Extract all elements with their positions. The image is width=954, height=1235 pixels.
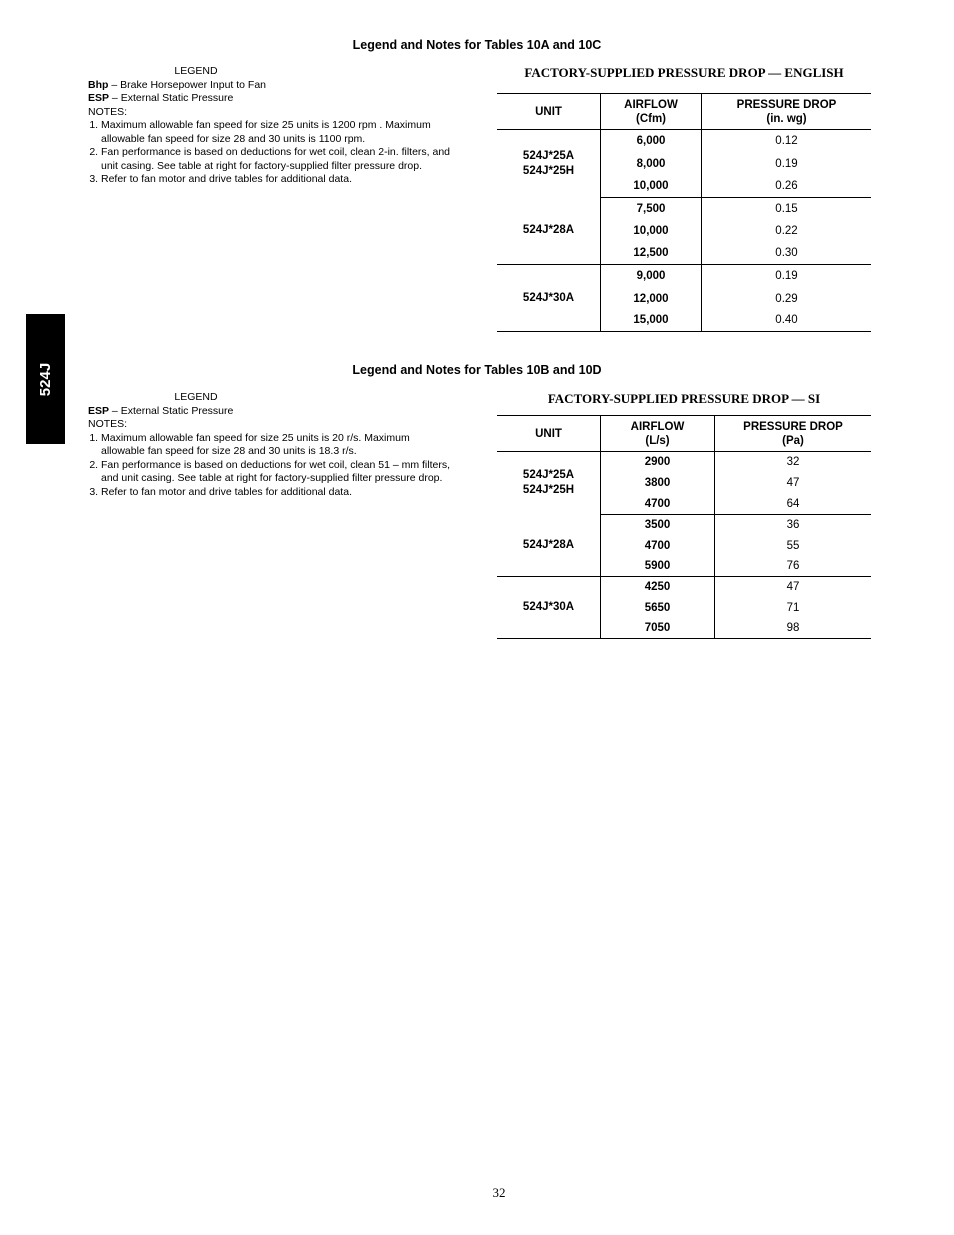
abbreviation-row <box>88 79 453 93</box>
airflow-cell: 2900 <box>601 452 715 473</box>
note-item: 1. Maximum allowable fan speed for size 25 units is 20 r/s. Maximum allowable fan speed for size 28 and 30 units is 18.3 r/s. <box>101 432 453 459</box>
airflow-cell: 8,000 <box>601 153 702 175</box>
airflow-cell: 3500 <box>601 515 715 536</box>
pressure-drop-cell: 0.19 <box>702 265 872 288</box>
section2-title: Legend and Notes for Tables 10B and 10D <box>352 363 602 377</box>
pressure-drop-cell: 76 <box>715 556 872 577</box>
airflow-cell: 7050 <box>601 619 715 639</box>
abbreviation-row <box>88 405 453 419</box>
abbreviation-sep: – <box>109 92 121 104</box>
airflow-cell: 4700 <box>601 494 715 515</box>
note-item: 3. Refer to fan motor and drive tables for additional data. <box>101 486 453 500</box>
notes-list <box>88 119 453 187</box>
airflow-cell: 10,000 <box>601 175 702 198</box>
pressure-drop-cell: 71 <box>715 598 872 619</box>
abbreviation-sep: – <box>108 78 121 91</box>
airflow-cell: 15,000 <box>601 310 702 332</box>
airflow-cell: 12,500 <box>601 243 702 265</box>
abbreviation-meaning: External Static Pressure <box>120 92 234 104</box>
airflow-cell: 10,000 <box>601 220 702 243</box>
abbreviation: ESP <box>88 92 110 104</box>
pressure-drop-cell: 0.29 <box>702 288 872 310</box>
english-pressure-drop-table <box>497 93 871 332</box>
pressure-drop-cell: 98 <box>715 619 872 639</box>
pressure-drop-cell: 0.12 <box>702 130 872 153</box>
table-row <box>497 198 871 220</box>
pressure-drop-cell: 36 <box>715 515 872 536</box>
notes-heading: NOTES: <box>88 105 128 118</box>
unit-cell: 524J*25A 524J*25H <box>522 149 575 177</box>
abbreviation-row <box>88 92 453 106</box>
pressure-drop-cell: 0.40 <box>702 310 872 332</box>
col-header-unit: UNIT <box>497 94 601 130</box>
table-row <box>497 130 871 153</box>
col-header-airflow: AIRFLOW (L/s) <box>601 416 715 452</box>
side-tab-label: 524J <box>37 362 54 396</box>
notes-list <box>88 432 453 500</box>
pressure-drop-cell: 0.22 <box>702 220 872 243</box>
pressure-drop-cell: 0.30 <box>702 243 872 265</box>
si-pressure-drop-table <box>497 415 871 639</box>
abbreviation: Bhp <box>88 78 109 91</box>
abbreviation-sep: – <box>109 404 121 417</box>
airflow-cell: 9,000 <box>601 265 702 288</box>
pressure-drop-cell: 32 <box>715 452 872 473</box>
note-item: 3. Refer to fan motor and drive tables for additional data. <box>101 173 453 187</box>
table-row <box>497 515 871 536</box>
unit-cell: 524J*28A <box>497 515 601 577</box>
unit-cell: 524J*25A 524J*25H <box>522 469 575 497</box>
note-item: 2. Fan performance is based on deductions for wet coil, clean 2-in. filters, and unit casing. See table at right for factory-supplied filter pressure drop. <box>101 146 453 173</box>
pressure-drop-cell: 47 <box>715 473 872 494</box>
notes-heading: NOTES: <box>88 418 128 430</box>
si-table-title: FACTORY-SUPPLIED PRESSURE DROP — SI <box>547 391 821 406</box>
col-header-unit: UNIT <box>497 416 601 452</box>
pressure-drop-cell: 0.19 <box>702 153 872 175</box>
airflow-cell: 7,500 <box>601 198 702 220</box>
abbreviation-meaning: External Static Pressure <box>120 404 234 417</box>
abbreviation-meaning: Brake Horsepower Input to Fan <box>120 78 267 91</box>
table-row <box>497 265 871 288</box>
unit-cell: 524J*30A <box>497 577 601 639</box>
abbreviation: ESP <box>88 404 110 417</box>
note-item: 1. Maximum allowable fan speed for size 25 units is 1200 rpm . Maximum allowable fan speed for size 28 and 30 units is 1100 rpm. <box>101 119 453 146</box>
pressure-drop-cell: 0.26 <box>702 175 872 198</box>
pressure-drop-cell: 47 <box>715 577 872 598</box>
table-row <box>497 452 871 473</box>
table-row <box>497 577 871 598</box>
section1-legend <box>88 65 453 187</box>
note-item: 2. Fan performance is based on deductions for wet coil, clean 51 – mm filters, and unit casing. See table at right for factory-supplied filter pressure drop. <box>101 459 453 486</box>
legend-heading: LEGEND <box>174 65 218 77</box>
airflow-cell: 12,000 <box>601 288 702 310</box>
unit-cell: 524J*28A <box>497 198 601 265</box>
airflow-cell: 5650 <box>601 598 715 619</box>
unit-cell: 524J*30A <box>497 265 601 332</box>
col-header-pressure-drop: PRESSURE DROP (Pa) <box>715 416 872 452</box>
side-tab <box>26 314 65 444</box>
pressure-drop-cell: 64 <box>715 494 872 515</box>
airflow-cell: 4250 <box>601 577 715 598</box>
airflow-cell: 3800 <box>601 473 715 494</box>
pressure-drop-cell: 0.15 <box>702 198 872 220</box>
col-header-airflow: AIRFLOW (Cfm) <box>601 94 702 130</box>
legend-heading: LEGEND <box>174 391 218 403</box>
airflow-cell: 4700 <box>601 536 715 556</box>
page-number: 32 <box>492 1185 506 1200</box>
airflow-cell: 5900 <box>601 556 715 577</box>
section1-title: Legend and Notes for Tables 10A and 10C <box>352 38 602 52</box>
pressure-drop-cell: 55 <box>715 536 872 556</box>
section2-legend <box>88 391 453 499</box>
col-header-pressure-drop: PRESSURE DROP (in. wg) <box>702 94 872 130</box>
airflow-cell: 6,000 <box>601 130 702 153</box>
english-table-title: FACTORY-SUPPLIED PRESSURE DROP — ENGLISH <box>524 65 844 80</box>
